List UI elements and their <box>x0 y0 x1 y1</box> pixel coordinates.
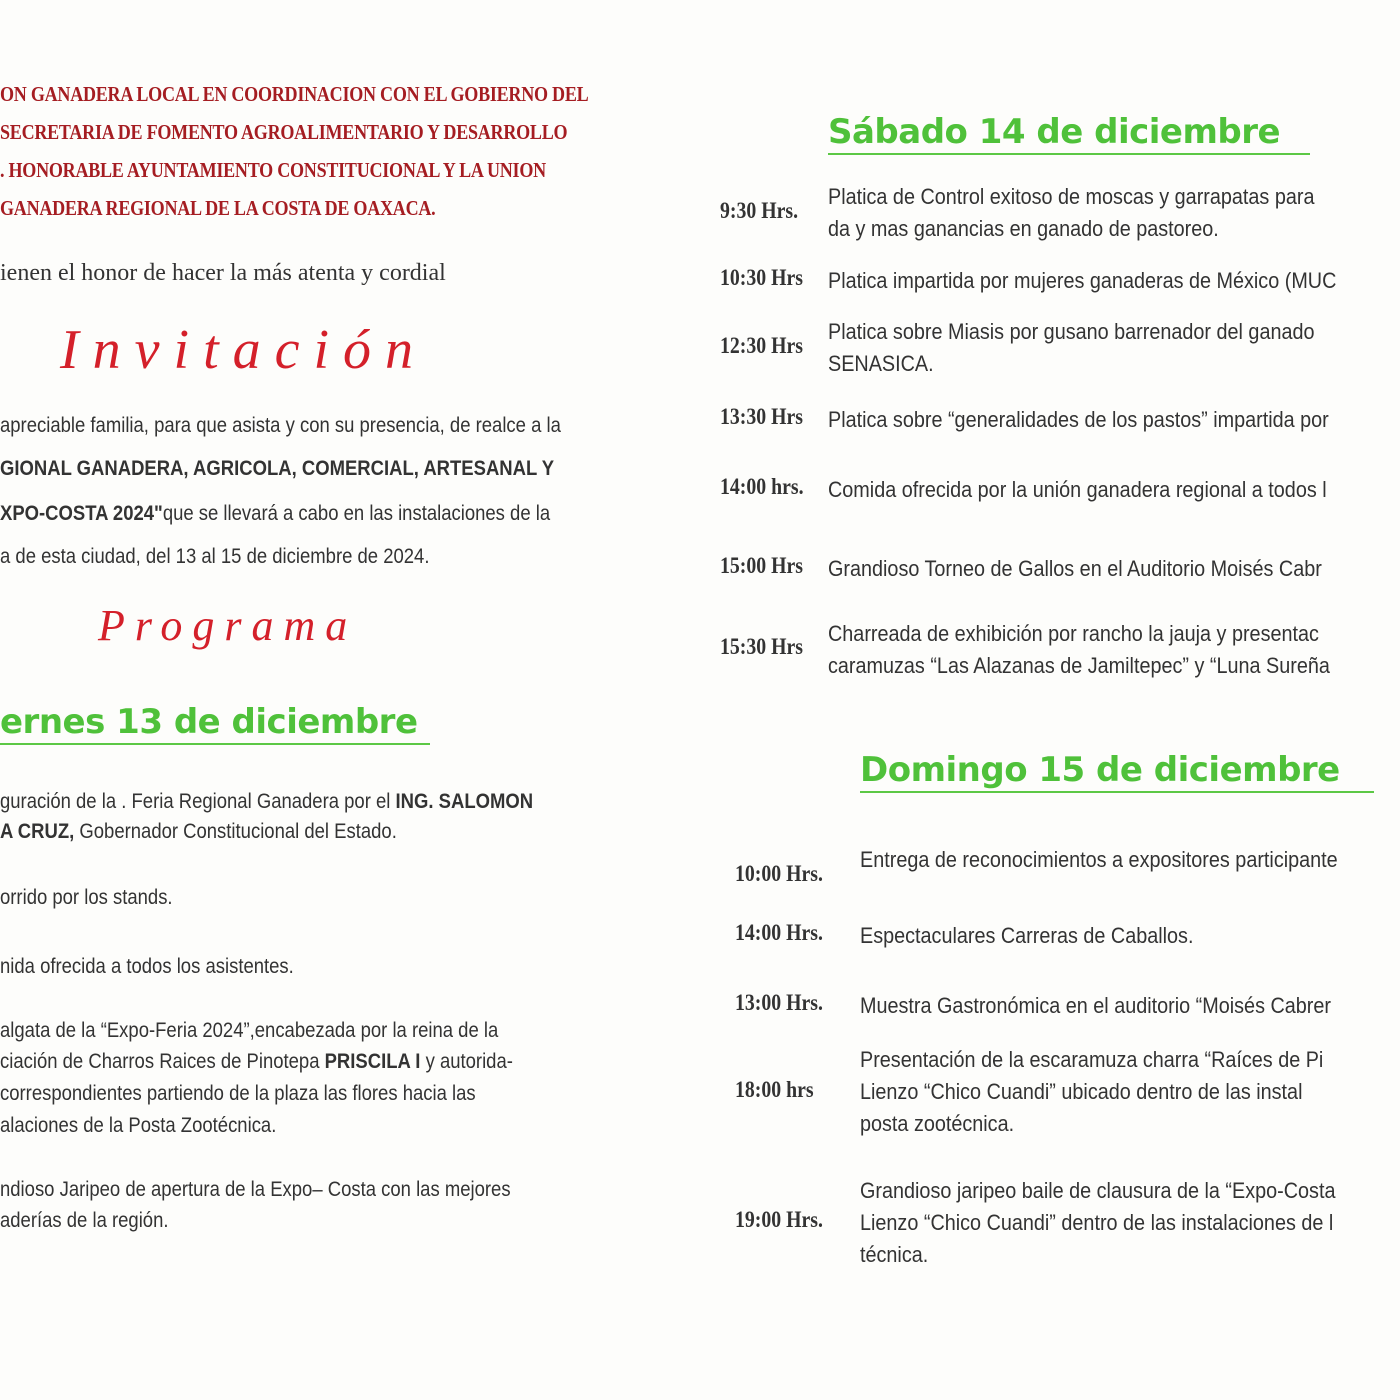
domingo-event-time: 19:00 Hrs. <box>735 1207 823 1232</box>
sabado-event-time: 15:30 Hrs <box>720 634 803 659</box>
sabado-event-text: da y mas ganancias en ganado de pastoreo. <box>828 216 1219 241</box>
invitation-body-text: apreciable familia, para que asista y con su presencia, de realce a la <box>0 414 561 437</box>
viernes-event-line: ndioso Jaripeo de apertura de la Expo– Costa con las mejores <box>0 1178 511 1201</box>
invitation-body-text: a de esta ciudad, del 13 al 15 de diciembre de 2024. <box>0 545 430 568</box>
sabado-event-text: Charreada de exhibición por rancho la jauja y presentac <box>828 621 1319 646</box>
domingo-event-text: posta zootécnica. <box>860 1111 1015 1136</box>
domingo-event-text: Entrega de reconocimientos a expositores participante <box>860 847 1338 872</box>
viernes-event-line: correspondientes partiendo de la plaza las flores hacia las <box>0 1082 476 1105</box>
sabado-event-text: Grandioso Torneo de Gallos en el Auditorio Moisés Cabr <box>828 556 1322 581</box>
invitation-body-line <box>0 457 554 481</box>
viernes-event-line <box>0 1050 513 1074</box>
program-title: Programa <box>98 601 358 650</box>
domingo-event-text: Lienzo “Chico Cuandi” ubicado dentro de las instal <box>860 1079 1303 1104</box>
day-title-sabado: Sábado 14 de diciembre <box>828 112 1281 152</box>
sabado-event-time: 15:00 Hrs <box>720 553 803 578</box>
domingo-event-text: Espectaculares Carreras de Caballos. <box>860 923 1194 948</box>
invitation-body-line <box>0 502 550 526</box>
invitation-body-line <box>0 545 429 569</box>
viernes-event-line <box>0 820 397 844</box>
invitation-body-line <box>0 414 561 438</box>
domingo-event-text: Lienzo “Chico Cuandi” dentro de las instalaciones de l <box>860 1210 1334 1235</box>
domingo-event-text: Grandioso jaripeo baile de clausura de la “Expo-Costa <box>860 1178 1336 1203</box>
invitation-body-text: que se llevará a cabo en las instalaciones de la <box>162 502 551 525</box>
sabado-event-text: SENASICA. <box>828 351 934 376</box>
sabado-event-text: Platica sobre “generalidades de los pastos” impartida por <box>828 407 1329 432</box>
sabado-event-text: caramuzas “Las Alazanas de Jamiltepec” y “Luna Sureña <box>828 653 1330 678</box>
domingo-event-text: Presentación de la escaramuza charra “Raíces de Pi <box>860 1047 1324 1072</box>
header-line-2: SECRETARIA DE FOMENTO AGROALIMENTARIO Y DESARROLLO <box>0 120 568 144</box>
sabado-event-time: 9:30 Hrs. <box>720 198 799 223</box>
domingo-event-time: 14:00 Hrs. <box>735 920 823 945</box>
header-line-4: GANADERA REGIONAL DE LA COSTA DE OAXACA. <box>0 196 436 220</box>
day-title-viernes: ernes 13 de diciembre <box>0 702 418 742</box>
sabado-event-text: Platica de Control exitoso de moscas y garrapatas para <box>828 184 1315 209</box>
sabado-event-text: Platica sobre Miasis por gusano barrenador del ganado <box>828 319 1315 344</box>
event-text-bold: PRISCILA I <box>324 1050 421 1073</box>
header-line-3: . HONORABLE AYUNTAMIENTO CONSTITUCIONAL Y LA UNION <box>0 158 546 182</box>
viernes-event-line: algata de la “Expo-Feria 2024”,encabezada por la reina de la <box>0 1019 499 1042</box>
event-text-bold: ING. SALOMON <box>395 790 534 813</box>
domingo-event-text: Muestra Gastronómica en el auditorio “Moisés Cabrer <box>860 993 1331 1018</box>
event-text-bold: A CRUZ, <box>0 820 75 843</box>
sabado-event-text: Platica impartida por mujeres ganaderas de México (MUC <box>828 268 1337 293</box>
header-line-1: ON GANADERA LOCAL EN COORDINACION CON EL GOBIERNO DEL <box>0 82 589 106</box>
sabado-event-time: 13:30 Hrs <box>720 404 803 429</box>
event-text: guración de la . Feria Regional Ganadera por el <box>0 790 396 813</box>
viernes-event-line: orrido por los stands. <box>0 886 173 909</box>
sabado-event-time: 14:00 hrs. <box>720 474 804 499</box>
domingo-event-time: 10:00 Hrs. <box>735 861 823 886</box>
sabado-event-time: 12:30 Hrs <box>720 333 803 358</box>
sabado-event-text: Comida ofrecida por la unión ganadera regional a todos l <box>828 477 1327 502</box>
day-underline-sabado <box>828 153 1310 155</box>
day-underline-domingo <box>860 791 1374 793</box>
viernes-event-line <box>0 790 533 814</box>
viernes-event-line: aderías de la región. <box>0 1209 169 1232</box>
invitation-body-text: XPO-COSTA 2024" <box>0 502 163 525</box>
invitation-title: Invitación <box>60 319 428 381</box>
viernes-event-line: nida ofrecida a todos los asistentes. <box>0 955 294 978</box>
sabado-event-time: 10:30 Hrs <box>720 265 803 290</box>
event-text: y autorida- <box>420 1050 513 1073</box>
day-underline-viernes <box>0 743 430 745</box>
event-text: Gobernador Constitucional del Estado. <box>74 820 397 843</box>
honor-line: ienen el honor de hacer la más atenta y cordial <box>0 260 446 286</box>
viernes-event-line: alaciones de la Posta Zootécnica. <box>0 1114 277 1137</box>
domingo-event-text: técnica. <box>860 1242 929 1267</box>
event-text: ciación de Charros Raices de Pinotepa <box>0 1050 325 1073</box>
invitation-body-text: GIONAL GANADERA, AGRICOLA, COMERCIAL, ARTESANAL Y <box>0 457 555 480</box>
day-title-domingo: Domingo 15 de diciembre <box>860 750 1340 790</box>
domingo-event-time: 13:00 Hrs. <box>735 990 823 1015</box>
domingo-event-time: 18:00 hrs <box>735 1077 814 1102</box>
